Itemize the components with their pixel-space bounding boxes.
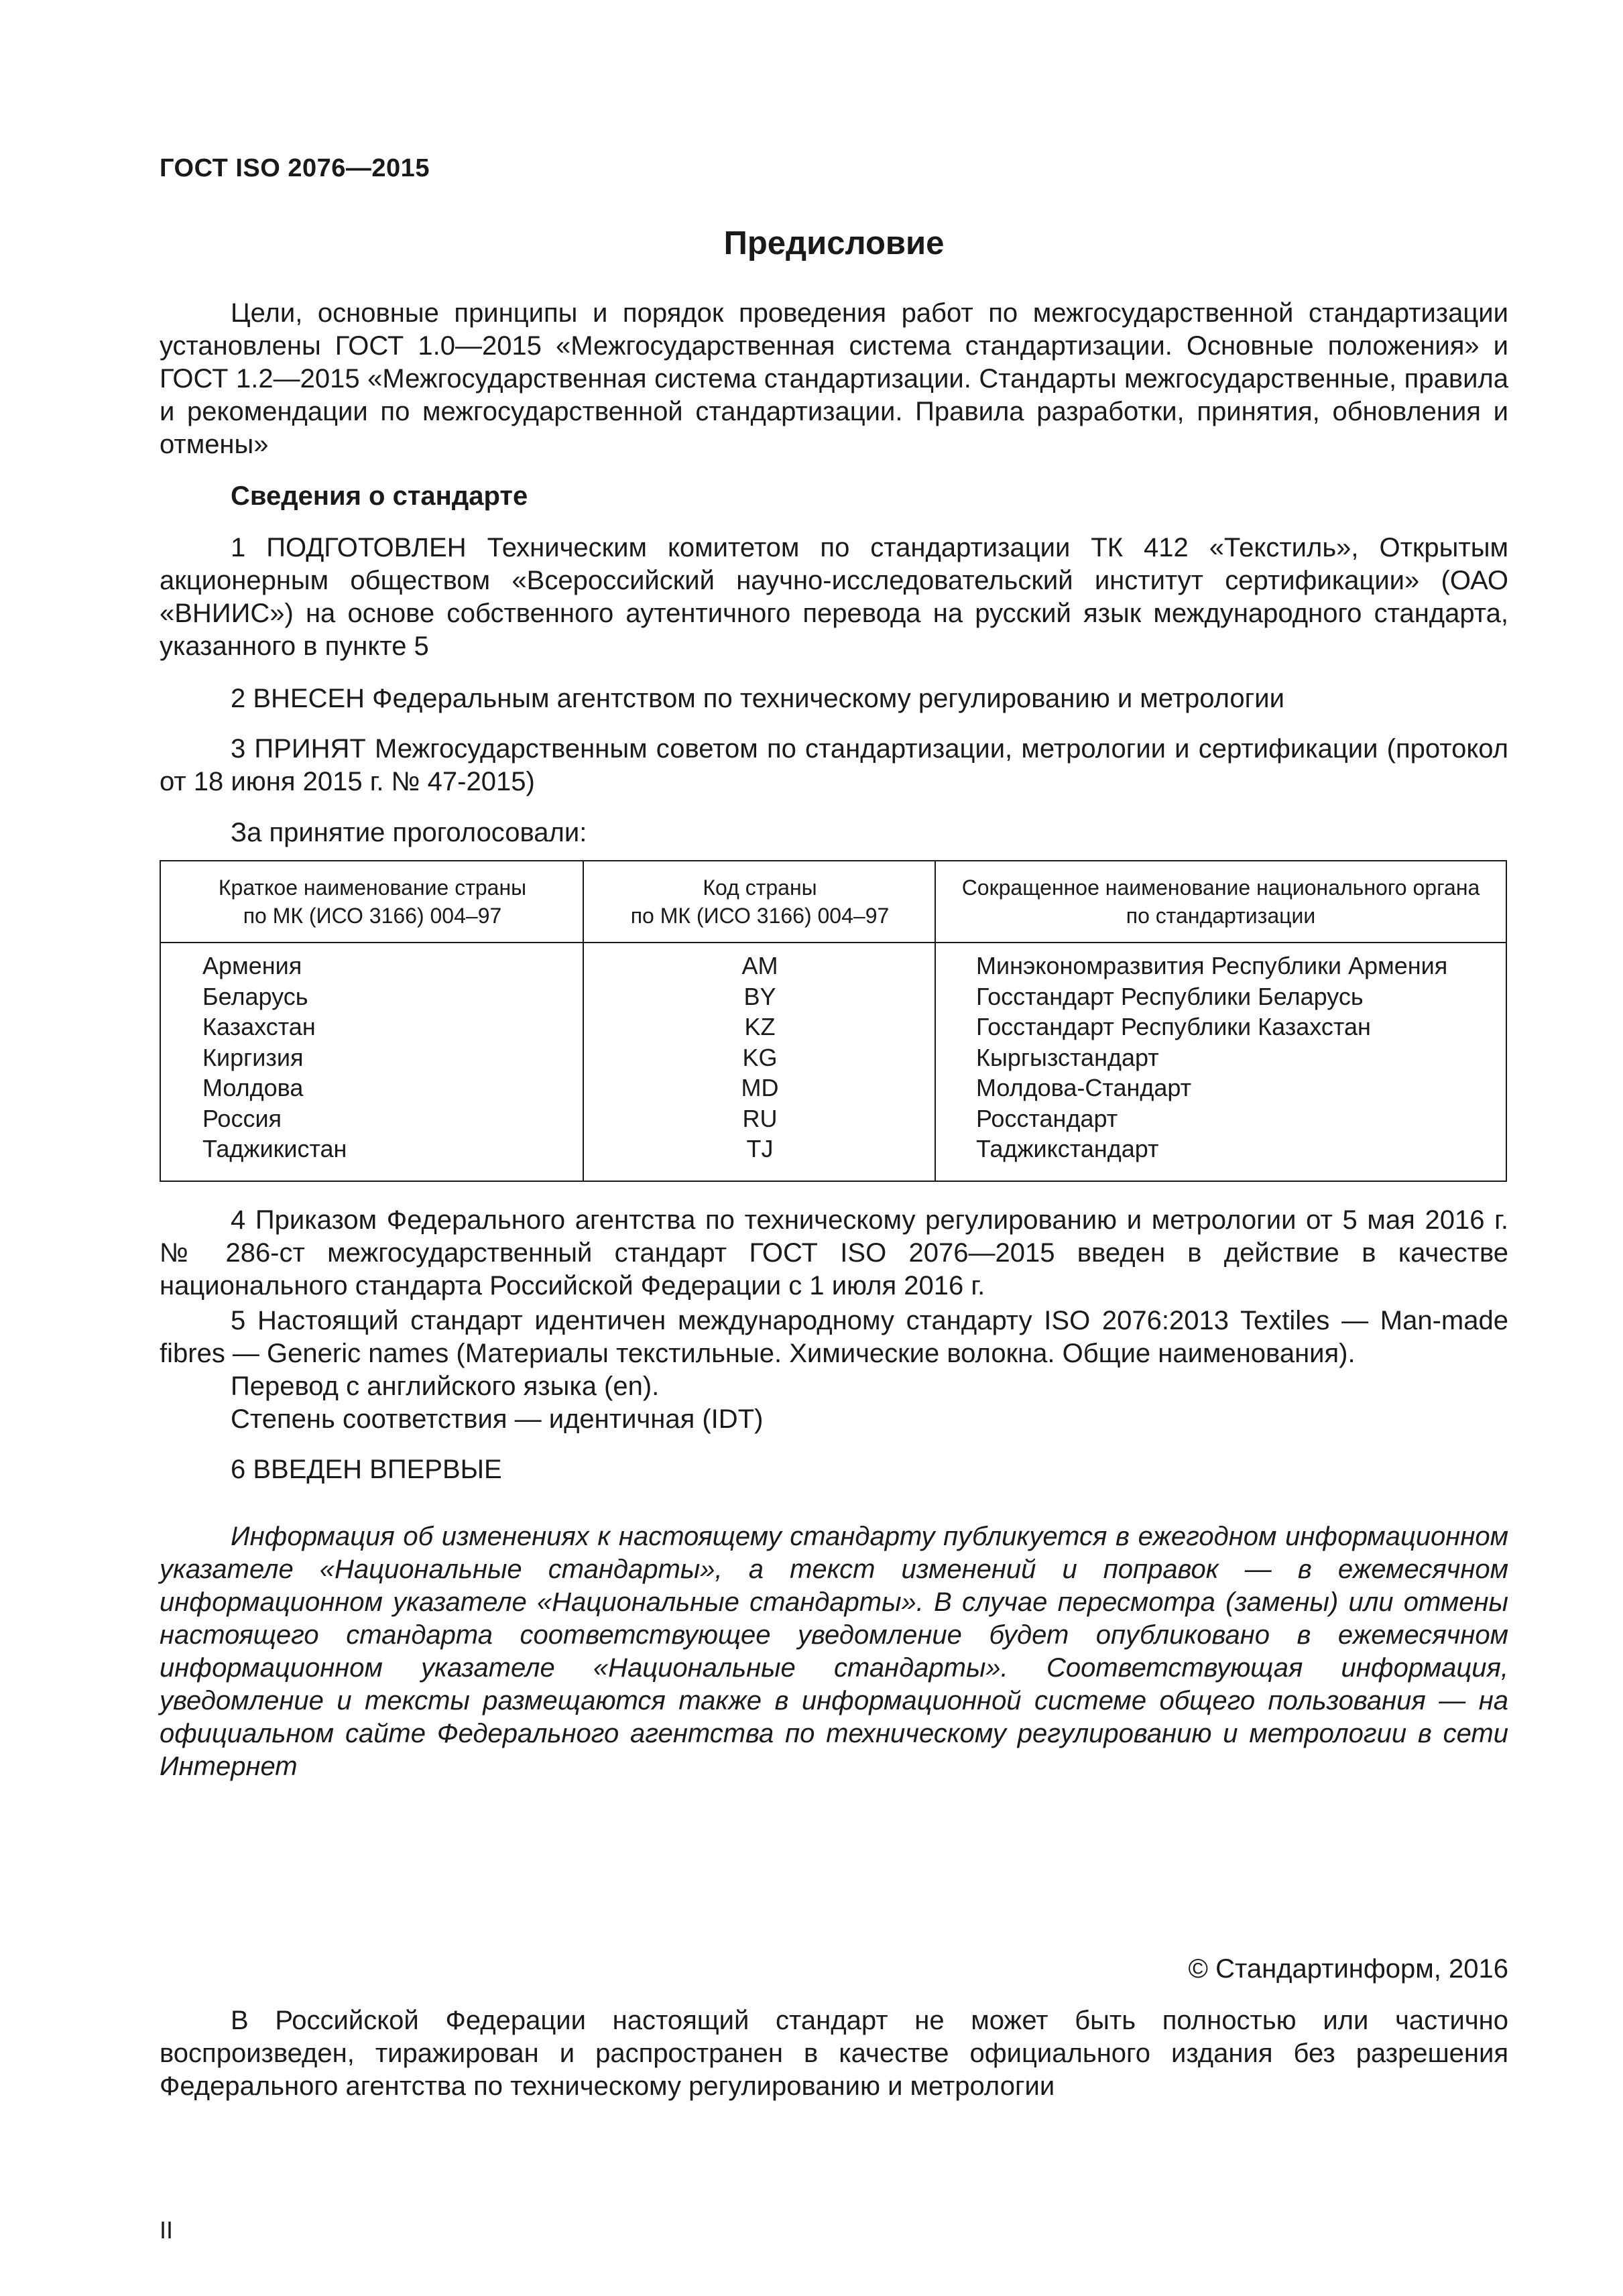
page-number: II xyxy=(160,2216,174,2244)
vote-intro: За принятие проголосовали: xyxy=(231,818,587,847)
section-subheading: Сведения о стандарте xyxy=(231,481,528,511)
voting-table xyxy=(160,860,1507,1182)
table-header-code xyxy=(584,873,936,930)
table-cell-authority: Росстандарт xyxy=(976,1104,1118,1132)
table-header-country xyxy=(161,873,584,930)
table-cell-authority: Госстандарт Республики Казахстан xyxy=(976,1013,1371,1040)
item-5-translation: Перевод с английского языка (en). xyxy=(231,1372,660,1401)
table-header-line: по МК (ИСО 3166) 004–97 xyxy=(243,904,502,928)
table-cell-code: KG xyxy=(742,1043,778,1071)
table-header-line: по стандартизации xyxy=(1126,904,1316,928)
table-cell-country: Таджикистан xyxy=(202,1135,347,1162)
item-1-paragraph: 1 ПОДГОТОВЛЕН Техническим комитетом по стандартизации ТК 412 «Текстиль», Открытым акционерным обществом «Всероссийский научно-исследовательский институт сертификации» (ОАО «ВНИИС») на основе собственного аутентичного перевода на русский язык международного стандарта, указанного в пункте 5 xyxy=(160,533,1508,661)
item-6-paragraph: 6 ВВЕДЕН ВПЕРВЫЕ xyxy=(231,1455,502,1484)
table-header-divider xyxy=(161,942,1506,943)
table-cell-country: Киргизия xyxy=(202,1043,304,1071)
table-cell-authority: Госстандарт Республики Беларусь xyxy=(976,982,1364,1010)
table-cell-authority: Кыргызстандарт xyxy=(976,1043,1159,1071)
info-notice: Информация об изменениях к настоящему стандарту публикуется в ежегодном информационном указателе «Национальные стандарты», а текст изменений и поправок — в ежемесячном информационном указателе «Национальные стандарты». В случае пересмотра (замены) или отмены настоящего стандарта соответствующее уведомление будет опубликовано в ежемесячном информационном указателе «Национальные стандарты». Соответствующая информация, уведомление и тексты размещаются также в информационной системе общего пользования — на официальном сайте Федерального агентства по техническому регулированию и метрологии в сети Интернет xyxy=(160,1522,1508,1781)
table-cell-country: Казахстан xyxy=(202,1013,316,1040)
table-header-line: Код страны xyxy=(703,875,817,900)
item-2-paragraph: 2 ВНЕСЕН Федеральным агентством по техническому регулированию и метрологии xyxy=(231,684,1284,713)
table-cell-authority: Минэкономразвития Республики Армения xyxy=(976,952,1448,979)
table-cell-code: KZ xyxy=(744,1013,776,1040)
table-cell-authority: Таджикстандарт xyxy=(976,1135,1159,1162)
item-4-paragraph: 4 Приказом Федерального агентства по техническому регулированию и метрологии от 5 мая 2016 г. № 286-ст межгосударственный стандарт ГОСТ ISO 2076—2015 введен в действие в качестве национального стандарта Российской Федерации с 1 июля 2016 г. xyxy=(160,1205,1508,1301)
table-header-line: Краткое наименование страны xyxy=(218,875,527,900)
page-title: Предисловие xyxy=(723,225,945,261)
table-header-line: Сокращенное наименование национального органа xyxy=(961,875,1480,900)
table-cell-code: AM xyxy=(741,952,778,979)
intro-paragraph: Цели, основные принципы и порядок проведения работ по межгосударственной стандартизации установлены ГОСТ 1.0—2015 «Межгосударственная система стандартизации. Основные положения» и ГОСТ 1.2—2015 «Межгосударственная система стандартизации. Стандарты межгосударственные, правила и рекомендации по межгосударственной стандартизации. Правила разработки, принятия, обновления и отмены» xyxy=(160,298,1508,459)
document-id-header: ГОСТ ISO 2076—2015 xyxy=(160,154,430,182)
item-5-paragraph: 5 Настоящий стандарт идентичен международному стандарту ISO 2076:2013 Textiles — Man-made fibres — Generic names (Материалы текстильные. Химические волокна. Общие наименования). xyxy=(160,1306,1508,1368)
table-header-authority xyxy=(936,873,1506,930)
table-cell-code: MD xyxy=(741,1074,779,1101)
table-column-authority xyxy=(976,951,1499,1164)
table-cell-country: Армения xyxy=(202,952,302,979)
copyright-notice: © Стандартинформ, 2016 xyxy=(1188,1954,1508,1984)
item-3-paragraph: 3 ПРИНЯТ Межгосударственным советом по стандартизации, метрологии и сертификации (протокол от 18 июня 2015 г. № 47-2015) xyxy=(160,734,1508,796)
table-cell-authority: Молдова-Стандарт xyxy=(976,1074,1192,1101)
table-column-country xyxy=(202,951,578,1164)
table-cell-code: BY xyxy=(743,982,776,1010)
item-5-degree: Степень соответствия — идентичная (IDT) xyxy=(231,1404,764,1434)
table-cell-code: TJ xyxy=(746,1135,774,1162)
table-cell-country: Молдова xyxy=(202,1074,304,1101)
document-page xyxy=(160,0,1508,2296)
table-column-code xyxy=(584,951,936,1164)
table-cell-country: Россия xyxy=(202,1104,282,1132)
rights-notice: В Российской Федерации настоящий стандарт не может быть полностью или частично воспроизведен, тиражирован и распространен в качестве официального издания без разрешения Федерального агентства по техническому регулированию и метрологии xyxy=(160,2006,1508,2101)
table-header-line: по МК (ИСО 3166) 004–97 xyxy=(630,904,890,928)
table-cell-code: RU xyxy=(742,1104,778,1132)
table-cell-country: Беларусь xyxy=(202,982,308,1010)
